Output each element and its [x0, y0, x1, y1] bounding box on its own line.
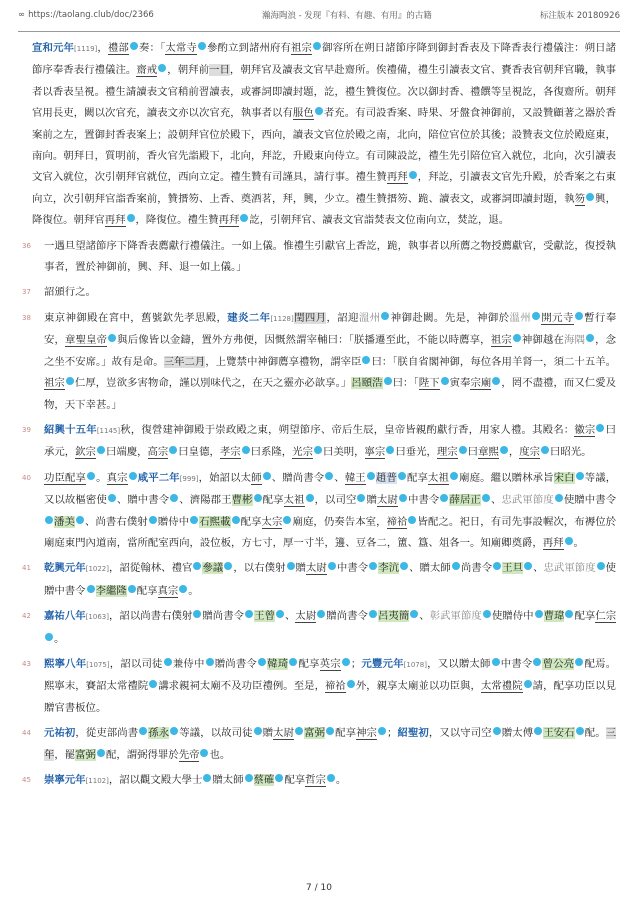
annotated-term[interactable]: 曾公亮 [542, 657, 575, 670]
annotated-term[interactable]: 李繼隆 [95, 584, 127, 597]
annotated-term[interactable]: 欽宗 [75, 446, 96, 459]
era-name: 紹聖初 [397, 727, 429, 740]
paragraph-number: 37 [22, 288, 31, 297]
annotation-marker-icon[interactable] [362, 356, 370, 364]
annotated-term[interactable]: 再拜 [386, 171, 408, 184]
annotated-term[interactable]: 再拜 [542, 536, 564, 549]
annotation-marker-icon[interactable] [306, 494, 314, 502]
annotation-marker-icon[interactable] [87, 585, 95, 593]
annotation-marker-icon[interactable] [483, 610, 491, 618]
annotation-marker-icon[interactable] [492, 377, 500, 385]
annotation-marker-icon[interactable] [203, 774, 211, 782]
annotated-term[interactable]: 宗廟 [470, 377, 492, 390]
era-name: 乾興元年 [44, 562, 86, 575]
annotated-term[interactable]: 章聖皇帝 [65, 334, 108, 347]
annotation-marker-icon[interactable] [127, 214, 135, 222]
year-annotation: [1102] [85, 777, 109, 785]
annotation-marker-icon[interactable] [482, 494, 490, 502]
annotation-marker-icon[interactable] [493, 727, 501, 735]
paragraph-text: 紹興十五年[1145]秋，復營建神御殿于崇政殿之東，朔望節序、帝后生辰，皇帝皆親酌獻行香，用家人禮。其殿名：徽宗 曰承元，欽宗 曰端慶，高宗 曰皇德，孝宗 曰系隆，光宗 曰美明，寧宗 曰垂光，理宗 曰章熙 ，度宗 曰昭光。 [44, 423, 617, 459]
annotation-marker-icon[interactable] [565, 610, 573, 618]
document-body [22, 38, 616, 796]
annotation-marker-icon[interactable] [576, 472, 584, 480]
annotation-marker-icon[interactable] [87, 472, 95, 480]
year-annotation: [1128] [270, 314, 294, 323]
annotation-marker-icon[interactable] [452, 562, 460, 570]
annotated-term[interactable]: 太祖 [283, 494, 305, 507]
paragraph-p41 [22, 558, 616, 602]
annotated-term[interactable]: 章熙 [478, 446, 499, 459]
annotation-marker-icon[interactable] [254, 727, 262, 735]
annotated-term[interactable]: 先帝 [178, 748, 200, 761]
annotated-term[interactable]: 富弼 [304, 727, 326, 740]
header-link[interactable] [18, 10, 154, 20]
annotation-marker-icon[interactable] [313, 42, 321, 50]
annotation-marker-icon[interactable] [128, 585, 136, 593]
annotation-marker-icon[interactable] [347, 680, 355, 688]
annotation-marker-icon[interactable] [565, 537, 573, 545]
annotation-marker-icon[interactable] [586, 193, 594, 201]
annotation-marker-icon[interactable] [258, 658, 266, 666]
annotation-marker-icon[interactable] [541, 446, 549, 454]
paragraph-p40 [22, 468, 616, 555]
annotated-term[interactable]: 韓琦 [267, 657, 289, 670]
annotated-term[interactable]: 宋白 [553, 471, 575, 484]
annotation-marker-icon[interactable] [158, 64, 166, 72]
annotation-marker-icon[interactable] [367, 472, 375, 480]
annotation-marker-icon[interactable] [533, 658, 541, 666]
annotation-marker-icon[interactable] [317, 610, 325, 618]
annotation-marker-icon[interactable] [575, 312, 583, 320]
annotated-term[interactable]: 度宗 [519, 446, 541, 459]
annotation-marker-icon[interactable] [129, 472, 137, 480]
annotation-marker-icon[interactable] [240, 214, 248, 222]
annotation-marker-icon[interactable] [381, 312, 389, 320]
annotated-term[interactable]: 陛下 [418, 377, 440, 390]
page-header [0, 0, 638, 30]
annotation-marker-icon[interactable] [130, 42, 138, 50]
annotation-marker-icon[interactable] [441, 377, 449, 385]
annotation-marker-icon[interactable] [500, 446, 508, 454]
annotation-marker-icon[interactable] [245, 774, 253, 782]
paragraph-number: 41 [22, 564, 31, 573]
header-url[interactable]: https://taolang.club/doc/2366 [28, 10, 154, 20]
annotation-marker-icon[interactable] [555, 494, 563, 502]
annotation-marker-icon[interactable] [149, 680, 157, 688]
annotation-marker-icon[interactable] [597, 562, 605, 570]
paragraph-number: 42 [22, 612, 31, 621]
annotated-term[interactable]: 禘祫 [325, 680, 346, 693]
annotation-marker-icon[interactable] [200, 749, 208, 757]
annotated-term[interactable]: 呂夷簡 [377, 610, 410, 623]
annotation-marker-icon[interactable] [108, 494, 116, 502]
annotated-term[interactable]: 太常禮院 [480, 680, 523, 693]
year-annotation: [1145] [96, 426, 121, 435]
annotated-term[interactable]: 師 [251, 471, 262, 484]
era-name: 元豐元年 [361, 657, 404, 670]
annotated-term[interactable]: 哲宗 [305, 774, 326, 786]
link-icon: ∞ [18, 10, 26, 20]
annotation-marker-icon[interactable] [409, 171, 417, 179]
annotation-marker-icon[interactable] [97, 446, 105, 454]
annotation-marker-icon[interactable] [586, 334, 594, 342]
paragraph-p42 [22, 606, 616, 650]
annotated-term[interactable]: 齋戒 [136, 64, 158, 77]
annotated-term[interactable]: 仁宗 [595, 610, 617, 623]
paragraph-text: 一遇旦望諸節序下降香表薦獻行禮儀注。一如上儀。惟禮生引獻官上香訖，跪，執事者以所薦之物授薦獻官，受獻訖，復授執事者，置於神御前，興、拜、退一如上儀。」 [44, 239, 616, 274]
annotation-marker-icon[interactable] [193, 610, 201, 618]
paragraph-p38 [22, 308, 616, 416]
annotation-marker-icon[interactable] [283, 516, 291, 524]
paragraph-number: 45 [22, 776, 31, 784]
annotation-marker-icon[interactable] [45, 516, 53, 524]
annotated-term[interactable]: 寧宗 [364, 446, 386, 459]
annotated-term[interactable]: 孫永 [148, 727, 170, 740]
annotation-marker-icon[interactable] [170, 727, 178, 735]
annotated-term[interactable]: 祖宗 [490, 334, 512, 347]
annotation-marker-icon[interactable] [314, 446, 322, 454]
annotated-term[interactable]: 再拜 [218, 214, 240, 227]
annotation-marker-icon[interactable] [315, 107, 323, 115]
paragraph-text: 東京神御殿在宮中，舊號欽先孝思殿，建炎二年[1128]閏四月，詔迎溫州 神御赴闕。先是，神御於溫州 開元寺 暫行奉安，章聖皇帝 與后像皆以金鑄，置外方弗便，因慨然謂宰輔曰：「朕播遷至此，不能以時薦享，祖宗 神御越在海隅 ，念之坐不安席。」故有是命。三年二月，上覽禁中神御薦享禮物，謂宰臣 曰：「朕自省閣神御，每位各用羊肾一，須二十五羊。祖宗 仁厚，豈欲多害物命，謹以別味代之，在天之靈亦必歆享。」呂頤浩 曰：「陛下 寅奉宗廟 ，罔不盡禮，而又仁愛及物，天下幸甚。」 [44, 311, 617, 411]
annotation-marker-icon[interactable] [232, 516, 240, 524]
annotated-term[interactable]: 服色 [292, 107, 314, 120]
annotated-term[interactable]: 光宗 [292, 446, 313, 459]
annotation-marker-icon[interactable] [76, 516, 84, 524]
annotation-marker-icon[interactable] [245, 610, 253, 618]
annotation-marker-icon[interactable] [190, 516, 198, 524]
annotation-marker-icon[interactable] [328, 562, 336, 570]
annotation-marker-icon[interactable] [242, 446, 250, 454]
annotation-marker-icon[interactable] [342, 658, 350, 666]
annotated-term[interactable]: 王曾 [254, 610, 275, 623]
annotated-term[interactable]: 潘美 [54, 515, 75, 528]
paragraph-p37 [22, 282, 616, 303]
annotated-term[interactable]: 神宗 [356, 727, 378, 740]
era-name: 宣和元年 [32, 42, 75, 54]
annotation-marker-icon[interactable] [524, 562, 532, 570]
annotated-term[interactable]: 太宗 [261, 515, 283, 528]
annotation-marker-icon[interactable] [276, 610, 284, 618]
paragraph-p36 [22, 236, 616, 279]
annotated-term[interactable]: 真宗 [157, 584, 179, 597]
annotated-term[interactable]: 禮部 [107, 42, 129, 54]
annotated-term[interactable]: 開元寺 [540, 311, 574, 324]
era-name: 崇寧元年 [44, 774, 86, 786]
paragraph-text: 乾興元年[1022]，詔從翰林、禮官 參議 ，以右僕射 贈太尉 中書令 李沆 、贈太師 尚書令 王旦 、忠武軍節度 使贈中書令 李繼隆 配享真宗 。 [44, 562, 617, 597]
paragraph-text: 熙寧八年[1075]，詔以司徒 兼侍中 贈尚書令 韓琦 配享英宗 ；元豐元年[1078]，又以贈太師 中書令 曾公亮 配焉。熙寧末，賽詔太常禮院 講求親祠太廟不及功臣禮例。至是，禘祫 外，親享太廟並以功臣與，太常禮院 請，配享功臣以見贈官書板位。 [44, 657, 617, 714]
era-name: 紹興十五年 [44, 423, 97, 436]
header-version: 标注版本 20180926 [540, 11, 620, 21]
annotation-marker-icon[interactable] [384, 377, 392, 385]
paragraph-p39 [22, 420, 616, 464]
annotation-marker-icon[interactable] [263, 472, 271, 480]
annotated-term[interactable]: 太尉 [376, 494, 398, 507]
annotation-marker-icon[interactable] [513, 334, 521, 342]
era-name: 熙寧八年 [44, 657, 87, 670]
paragraph-number: 44 [22, 729, 31, 738]
annotated-term[interactable]: 蔡確 [253, 774, 275, 786]
annotated-term[interactable]: 太祖 [428, 471, 450, 484]
annotated-term[interactable]: 曹瑋 [543, 610, 565, 623]
annotation-marker-icon[interactable] [45, 633, 53, 641]
annotated-term[interactable]: 太尉 [273, 727, 295, 740]
annotation-marker-icon[interactable] [327, 774, 335, 782]
year-annotation: [1119] [74, 45, 98, 53]
year-annotation: [1063] [85, 613, 109, 622]
annotation-marker-icon[interactable] [386, 446, 394, 454]
header-divider [18, 31, 620, 32]
annotation-marker-icon[interactable] [170, 494, 178, 502]
annotated-term[interactable]: 太常寺 [165, 42, 197, 54]
era-name: 建炎二年 [227, 311, 271, 324]
annotation-marker-icon[interactable] [139, 727, 147, 735]
annotation-marker-icon[interactable] [325, 472, 333, 480]
annotated-term[interactable]: 再拜 [104, 214, 126, 227]
annotated-term[interactable]: 理宗 [436, 446, 458, 459]
annotation-marker-icon[interactable] [357, 494, 365, 502]
annotation-marker-icon[interactable] [400, 562, 408, 570]
annotation-marker-icon[interactable] [378, 727, 386, 735]
annotated-term[interactable]: 石熙載 [199, 515, 231, 528]
paragraph-number: 40 [22, 473, 31, 482]
header-site-title: 瀚海陶浪 - 发现『有料、有趣、有用』的古籍 [262, 11, 432, 21]
annotation-marker-icon[interactable] [450, 472, 458, 480]
annotation-marker-icon[interactable] [398, 472, 406, 480]
annotated-term[interactable]: 祖宗 [44, 377, 65, 390]
annotation-marker-icon[interactable] [493, 562, 501, 570]
annotation-marker-icon[interactable] [459, 446, 467, 454]
annotated-term[interactable]: 太尉 [295, 610, 317, 623]
paragraph-text: 詔頒行之。 [44, 286, 96, 299]
annotated-term[interactable]: 韓王 [344, 471, 366, 484]
annotation-marker-icon[interactable] [326, 727, 334, 735]
annotation-marker-icon[interactable] [169, 446, 177, 454]
year-annotation: [1075] [86, 660, 110, 669]
paragraph-p43 [22, 654, 616, 719]
annotated-term[interactable]: 富弼 [75, 748, 96, 761]
annotation-marker-icon[interactable] [524, 680, 532, 688]
annotation-marker-icon[interactable] [149, 516, 157, 524]
annotated-term[interactable]: 真宗 [106, 471, 128, 484]
annotation-marker-icon[interactable] [534, 727, 542, 735]
annotation-marker-icon[interactable] [66, 377, 74, 385]
annotation-marker-icon[interactable] [287, 562, 295, 570]
page-number: 7 / 10 [306, 883, 332, 893]
annotated-term[interactable]: 參議 [202, 562, 224, 575]
paragraph-number: 36 [22, 241, 31, 250]
annotation-marker-icon[interactable] [369, 562, 377, 570]
annotation-marker-icon[interactable] [164, 658, 172, 666]
annotated-term[interactable]: 王旦 [502, 562, 524, 575]
annotated-term[interactable]: 禘祫 [386, 515, 408, 528]
annotation-marker-icon[interactable] [575, 658, 583, 666]
paragraph-text: 功臣配享 。真宗 咸平二年[999]，始詔以太師 、贈尚書令 、韓王 趙普 配享太祖 廟庭。繼以贈林承旨宋白 等議，又以故樞密使 、贈中書令 、濟陽郡王曹彬 配享太祖 ，以司空 贈太尉 中書令 薛居正 、忠武軍節度 使贈中書令潘美 、尚書右僕射 贈侍中 石熙載 配享太宗 廟庭，仍奏告本室，禘祫 皆配之。祀日，有司先事設幄次，布褥位於廟庭東門內道南，當所配室西向，設位板，方七寸，厚一寸半，籩、豆各二，簠、簋、俎各一。知廟卿奠爵，再拜 。 [44, 471, 617, 549]
era-name: 嘉祐八年 [44, 610, 86, 623]
annotation-marker-icon[interactable] [408, 516, 416, 524]
paragraph-number: 38 [22, 313, 31, 322]
annotated-term[interactable]: 祖宗 [291, 42, 313, 54]
year-annotation: [1022] [85, 565, 109, 574]
annotation-marker-icon[interactable] [295, 727, 303, 735]
paragraph-text: 嘉祐八年[1063]，詔以尚書右僕射 贈尚書令 王曾 、太尉 贈尚書令 呂夷簡 、彰武軍節度 使贈侍中 曹瑋 配享仁宗。 [44, 610, 617, 645]
annotated-term[interactable]: 英宗 [319, 657, 341, 670]
annotation-marker-icon[interactable] [369, 610, 377, 618]
annotated-term[interactable]: 薛居正 [449, 494, 481, 507]
annotation-marker-icon[interactable] [254, 494, 262, 502]
annotated-term[interactable]: 笏 [574, 192, 586, 205]
annotation-marker-icon[interactable] [108, 334, 116, 342]
annotation-marker-icon[interactable] [193, 562, 201, 570]
annotation-marker-icon[interactable] [275, 774, 283, 782]
annotation-marker-icon[interactable] [289, 658, 297, 666]
paragraph-p45 [22, 770, 616, 792]
annotated-term[interactable]: 孝宗 [219, 446, 241, 459]
annotated-term[interactable]: 徽宗 [574, 423, 596, 436]
annotation-marker-icon[interactable] [198, 42, 206, 50]
annotation-marker-icon[interactable] [532, 312, 540, 320]
paragraph-text: 宣和元年[1119]，禮部 奏：「太常寺 參酌立到諸州府有祖宗 御容所在朔日諸節序降到御封香表及下降香表行禮儀注：朔日諸節序奉香表行禮儀注。齋戒 ，朝拜前一日，朝拜官及讀表文官早赴齋所。俟禮備，禮生引讀表文官、賚香表官朝拜官職，執事者以香表呈視。禮生請讀表文官稍前習讀表，或審詞即讀封題，訖，禮生贊復位。次以御封香、禮饌等呈視訖，各復齋所。朝拜官用長吏，闕以次官充，讀表文亦以次官充，執事者以有服色 者充。有司設香案、時果、牙盤食神御前，又設贊顧著之器於香案前之左，置御封香表案上；設朝拜官位於殿下，西向，讀表文官位於殿之南，北向，陪位官位於其後；設贊表文位於殿庭東，南向。朝拜日，質明前，香火官先詣殿下，北向，拜訖，升殿東向侍立。有司陳設訖，禮生先引陪位官入就位，北向，次引讀表文官入就位，次引朝拜官就位，西向立定。禮生贊有司謹具，請行事。禮生贊再拜 ，拜訖，引讀表文官先升殿，於香案之右東向立，次引朝拜官詣香案前，贊搢笏、上香、奠酒茗，拜，興，少立。禮生贊搢笏、跪、讀表文，或審詞即讀封題，執笏 興，降復位。朝拜官再拜 ，降復位。禮生贊再拜 訖，引朝拜官、讀表文官詣焚表文位南向立，焚訖，退。 [32, 42, 617, 227]
paragraph-text: 元祐初，從吏部尚書 孫永 等議，以故司徒 贈太尉 富弼 配享神宗 ；紹聖初，又以守司空 贈太傅 王安石 配。三年，罷富弼 配，謂弼得罪於先帝 也。 [44, 727, 617, 761]
paragraph-number: 43 [22, 659, 31, 668]
annotated-term[interactable]: 趙普 [375, 471, 397, 484]
annotation-marker-icon[interactable] [410, 610, 418, 618]
annotation-marker-icon[interactable] [206, 658, 214, 666]
paragraph-number: 39 [22, 425, 31, 434]
annotation-marker-icon[interactable] [535, 610, 543, 618]
annotation-marker-icon[interactable] [399, 494, 407, 502]
annotated-term[interactable]: 高宗 [147, 446, 169, 459]
annotation-marker-icon[interactable] [596, 424, 604, 432]
annotated-term[interactable]: 太尉 [305, 562, 327, 575]
paragraph-text: 崇寧元年[1102]，詔以觀文殿大學士 贈太師 蔡確 配享哲宗 。 [44, 774, 347, 786]
annotation-marker-icon[interactable] [440, 494, 448, 502]
era-name: 元祐初 [44, 727, 76, 740]
annotated-term[interactable]: 曹彬 [231, 494, 253, 507]
annotated-term[interactable]: 呂頤浩 [351, 377, 383, 390]
paragraph-p44 [22, 723, 616, 766]
era-name: 咸平二年 [137, 471, 180, 484]
annotation-marker-icon[interactable] [97, 749, 105, 757]
annotation-marker-icon[interactable] [492, 658, 500, 666]
annotated-term[interactable]: 王安石 [543, 727, 575, 740]
annotation-marker-icon[interactable] [576, 727, 584, 735]
year-annotation: [1078] [403, 660, 427, 669]
annotation-marker-icon[interactable] [179, 585, 187, 593]
paragraph-p1 [22, 38, 616, 232]
annotation-marker-icon[interactable] [224, 562, 232, 570]
annotated-term[interactable]: 李沆 [378, 562, 400, 575]
annotated-term[interactable]: 功臣配享 [44, 471, 86, 484]
year-annotation: [999] [179, 474, 199, 483]
